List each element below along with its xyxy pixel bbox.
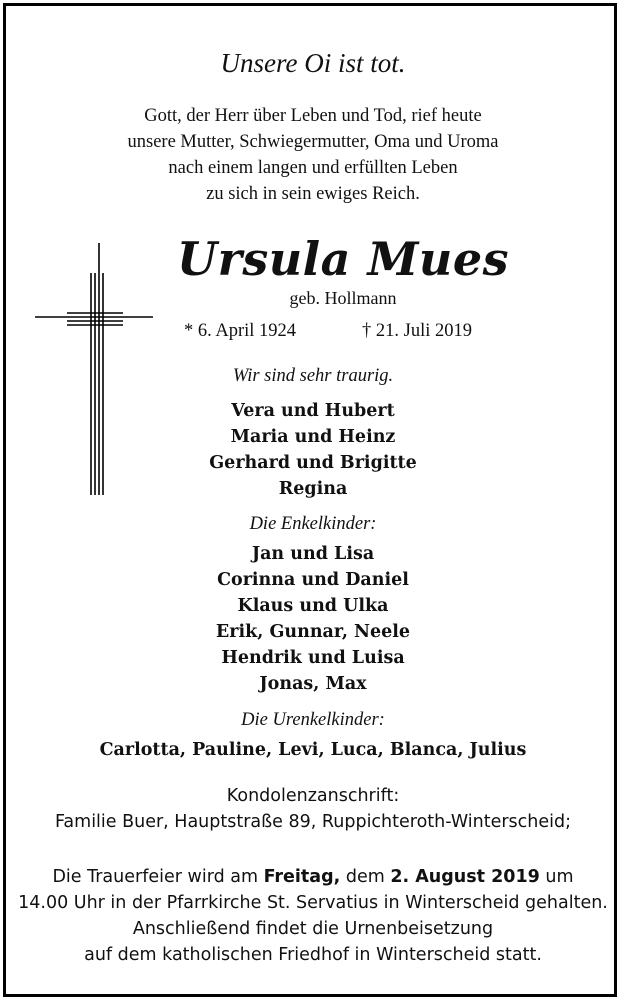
- list-item: Jan und Lisa: [251, 544, 375, 564]
- deceased-name: Ursula Mues: [176, 232, 509, 286]
- funeral-text: dem: [340, 867, 391, 887]
- condolence-address: Familie Buer, Hauptstraße 89, Ruppichteroth-Winterscheid;: [54, 812, 572, 832]
- list-item: Gerhard und Brigitte: [209, 453, 417, 473]
- funeral-line-3: Anschließend findet die Urnenbeisetzung: [132, 919, 494, 939]
- list-item: Erik, Gunnar, Neele: [215, 622, 411, 642]
- condolence-label: Kondolenzanschrift:: [226, 786, 400, 806]
- funeral-notice: [6, 864, 620, 968]
- list-item: Maria und Heinz: [230, 427, 396, 447]
- grandchildren-list: [6, 541, 620, 697]
- list-item: Jonas, Max: [259, 674, 367, 694]
- mourners-intro: Wir sind sehr traurig.: [232, 366, 394, 386]
- funeral-line-2: 14.00 Uhr in der Pfarrkirche St. Servatius in Winterscheid gehalten.: [18, 893, 608, 913]
- funeral-text: Die Trauerfeier wird am: [52, 867, 264, 887]
- headline: Unsere Oi ist tot.: [220, 48, 406, 78]
- grandchildren-label: Die Enkelkinder:: [249, 514, 377, 534]
- children-list: [6, 398, 620, 502]
- list-item: Hendrik und Luisa: [221, 648, 405, 668]
- funeral-text: um: [539, 867, 574, 887]
- list-item: Vera und Hubert: [231, 401, 395, 421]
- funeral-day: Freitag,: [263, 867, 341, 887]
- list-item: Corinna und Daniel: [217, 570, 409, 590]
- great-grandchildren-list: Carlotta, Pauline, Levi, Luca, Blanca, Julius: [99, 740, 527, 760]
- list-item: Klaus und Ulka: [237, 596, 389, 616]
- death-date: † 21. Juli 2019: [362, 321, 472, 341]
- intro-line: unsere Mutter, Schwiegermutter, Oma und Uroma: [127, 132, 499, 152]
- funeral-line-1: [6, 864, 620, 890]
- funeral-line-4: auf dem katholischen Friedhof in Winterscheid statt.: [84, 945, 542, 965]
- birth-date: * 6. April 1924: [184, 321, 297, 341]
- condolence-block: [6, 783, 620, 835]
- funeral-date: 2. August 2019: [390, 867, 540, 887]
- maiden-name: geb. Hollmann: [289, 288, 397, 308]
- great-grandchildren-label: Die Urenkelkinder:: [241, 710, 385, 730]
- obituary-frame: [3, 3, 617, 997]
- intro-line: Gott, der Herr über Leben und Tod, rief heute: [144, 106, 482, 126]
- intro-line: zu sich in sein ewiges Reich.: [206, 184, 420, 204]
- intro-text: [6, 103, 620, 207]
- list-item: Regina: [278, 479, 348, 499]
- intro-line: nach einem langen und erfüllten Leben: [168, 158, 458, 178]
